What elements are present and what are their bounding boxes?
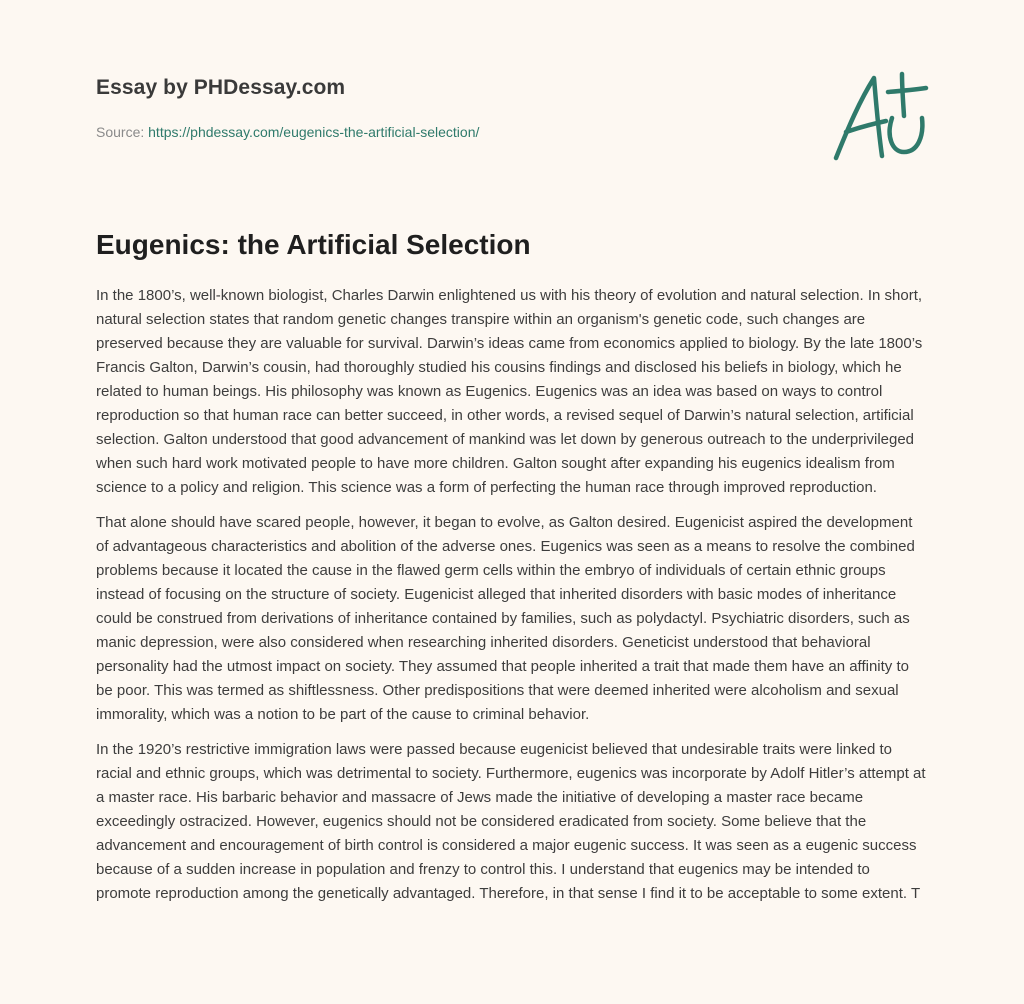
essay-body xyxy=(96,284,928,906)
essay-paragraph-2: That alone should have scared people, however, it began to evolve, as Galton desired. Eugenicist aspired the development of advantageous characteristics and abolition of the adverse ones. Eugenics was seen as a means to resolve the combined problems because it located the cause in the flawed germ cells within the embryo of individuals of certain ethnic groups instead of focusing on the structure of society. Eugenicist alleged that inherited disorders with basic modes of inheritance could be construed from derivations of inheritance contained by families, such as polydactyl. Psychiatric disorders, such as manic depression, were also considered when researching inherited disorders. Geneticist understood that behavioral personality had the utmost impact on society. They assumed that people inherited a trait that made them have an affinity to be poor. This was termed as shiftlessness. Other predispositions that were deemed inherited were alcoholism and sexual immorality, which was a notion to be part of the cause to criminal behavior. xyxy=(96,514,915,723)
essay-paragraph-1: In the 1800’s, well-known biologist, Charles Darwin enlightened us with his theory of evolution and natural selection. In short, natural selection states that random genetic changes transpire within an organism's genetic code, such changes are preserved because they are valuable for survival. Darwin’s ideas came from economics applied to biology. By the late 1800’s Francis Galton, Darwin’s cousin, had thoroughly studied his cousins findings and disclosed his beliefs in biology, which he related to human beings. His philosophy was known as Eugenics. Eugenics was an idea was based on ways to control reproduction so that human race can better succeed, in other words, a revised sequel of Darwin’s natural selection, artificial selection. Galton understood that good advancement of mankind was let down by generous outreach to the underprivileged when such hard work motivated people to have more children. Galton sought after expanding his eugenics idealism from science to a policy and religion. This science was a form of perfecting the human race through improved reproduction. xyxy=(96,287,923,496)
page-header xyxy=(96,0,928,200)
a-plus-logo-icon xyxy=(826,66,930,166)
source-link[interactable]: https://phdessay.com/eugenics-the-artificial-selection/ xyxy=(148,124,480,140)
essay-paragraph-3: In the 1920’s restrictive immigration laws were passed because eugenicist believed that undesirable traits were linked to racial and ethnic groups, which was detrimental to society. Furthermore, eugenics was incorporate by Adolf Hitler’s attempt at a master race. His barbaric behavior and massacre of Jews made the initiative of developing a master race became exceedingly ostracized. However, eugenics should not be considered eradicated from society. Some believe that the advancement and encouragement of birth control is considered a major eugenic success. It was seen as a eugenic success because of a sudden increase in population and frenzy to control this. I understand that eugenics may be intended to promote reproduction among the genetically advantaged. Therefore, in that sense I find it to be acceptable to some extent. T xyxy=(96,741,926,902)
source-label: Source: xyxy=(96,124,149,140)
essay-title: Eugenics: the Artificial Selection xyxy=(96,229,531,260)
source-line xyxy=(96,124,479,140)
site-brand: Essay by PHDessay.com xyxy=(96,76,346,99)
